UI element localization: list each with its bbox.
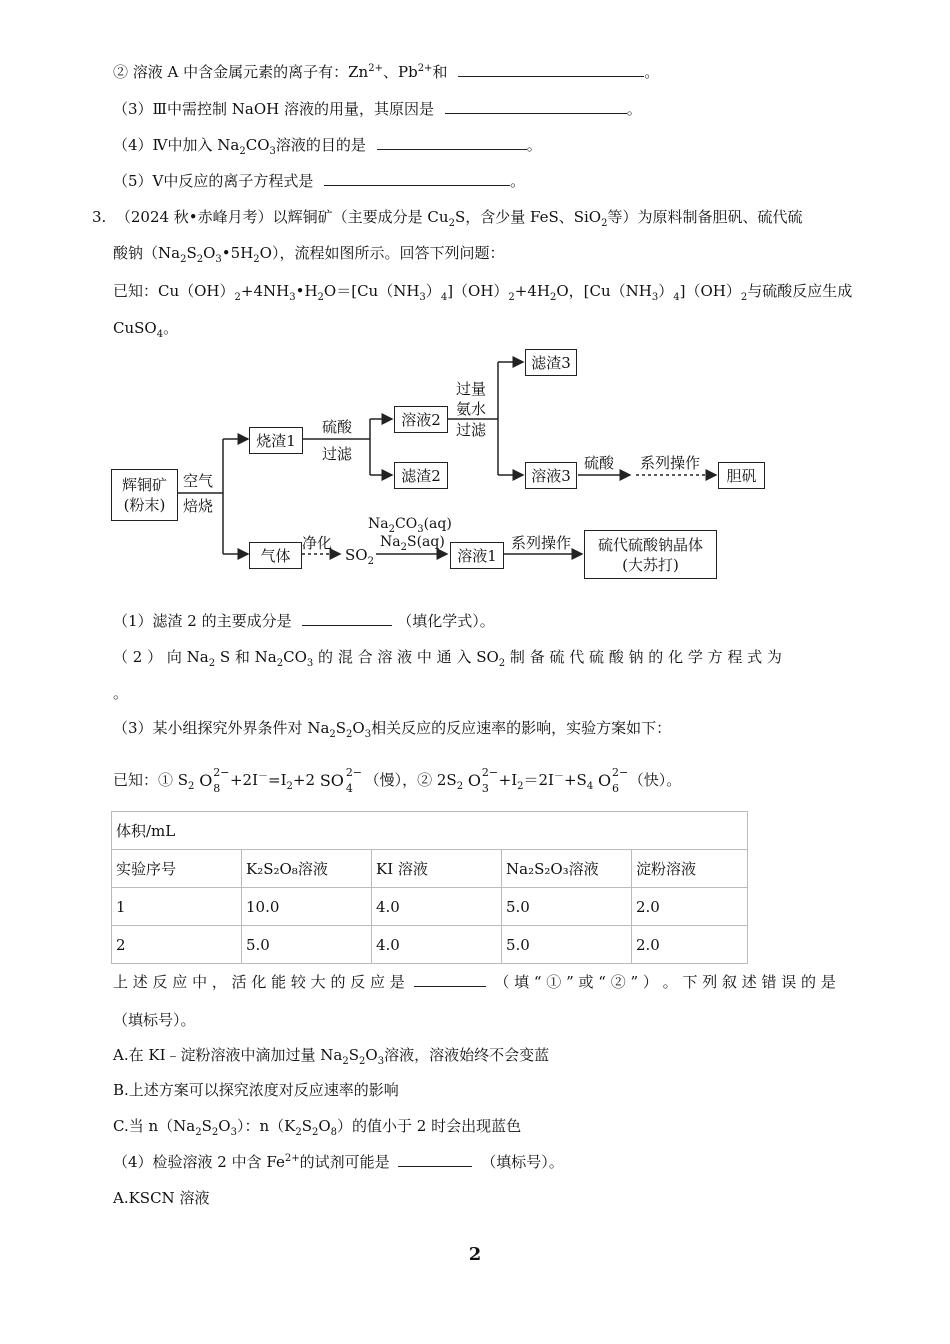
air-label: 空气 — [183, 472, 214, 490]
q5-line: （5）Ⅴ中反应的离子方程式是 。 — [113, 172, 526, 190]
series-operation-label-2: 系列操作 — [511, 534, 572, 552]
page-number: 2 — [468, 1244, 482, 1265]
known-equation-line2: CuSO$_4$。 — [113, 319, 179, 340]
table-row — [112, 926, 748, 964]
table-header: 淀粉溶液 — [632, 850, 748, 888]
gas-box: 气体 — [249, 542, 302, 569]
known-equation: 已知：$Cu(OH)_2+4NH_3•H_2O=[Cu(NH_3)_4](OH)_2+4H_2O$，$[Cu(NH_3)_4](OH)_2$与硫酸反应生成 — [113, 282, 853, 303]
solution2-box: 溶液2 — [394, 406, 448, 433]
purify-label: 净化 — [302, 534, 333, 552]
sulfuric-acid-label-2: 硫酸 — [584, 454, 615, 472]
ammonia-label: 氨水 — [456, 400, 487, 418]
process-flowchart — [0, 0, 950, 600]
subq-2-end: 。 — [113, 684, 129, 702]
table-header: K₂S₂O₈溶液 — [242, 850, 372, 888]
table-header-row — [112, 850, 748, 888]
question-3-line2: 酸钠$(Na_2S_2O_3•5H_2O)$，流程如图所示。回答下列问题： — [113, 244, 505, 265]
table-cell: 10.0 — [242, 888, 372, 926]
table-cell: 2.0 — [632, 926, 748, 964]
q3-line: （3）Ⅲ中需控制 NaOH 溶液的用量，其原因是 。 — [113, 100, 642, 118]
subq-4: （4）检验溶液 2 中含 $Fe^{2+}$的试剂可能是 （填标号）。 — [113, 1153, 564, 1171]
reagent-na2co3-label: $Na_2CO_3(aq)$ — [368, 516, 452, 535]
activation-energy-question: 上 述 反 应 中 ， 活 化 能 较 大 的 反 应 是 （ 填 “ ① ” 或 “ ② ” ） 。 下 列 叙 述 错 误 的 是 — [113, 973, 836, 991]
option-a-kscn: A.KSCN 溶液 — [113, 1189, 210, 1207]
option-a: A.在 KI﹣淀粉溶液中滴加过量 $Na_2S_2O_3$溶液，溶液始终不会变蓝 — [113, 1046, 550, 1067]
table-cell: 4.0 — [372, 926, 502, 964]
table-header: 实验序号 — [112, 850, 242, 888]
answer-blank[interactable] — [398, 1152, 472, 1167]
subq-1: （1）滤渣 2 的主要成分是 （填化学式）。 — [113, 612, 495, 630]
experiment-table — [111, 811, 748, 964]
answer-blank[interactable] — [414, 972, 486, 987]
subq-2: （ 2 ） 向 $Na_2$ S 和 $Na_2CO_3$ 的 混 合 溶 液 中 通 入 $SO_2$ 制 备 硫 代 硫 酸 钠 的 化 学 方 程 式 为 — [113, 648, 782, 669]
answer-blank[interactable] — [302, 611, 392, 626]
so2-label: $SO_2$ — [345, 546, 374, 567]
table-title: 体积/mL — [112, 812, 748, 850]
slag3-box: 滤渣3 — [525, 349, 577, 376]
table-cell: 5.0 — [502, 926, 632, 964]
blue-vitriol-box: 胆矾 — [718, 462, 765, 489]
table-cell: 1 — [112, 888, 242, 926]
table-title-row — [112, 812, 748, 850]
slag2-box: 滤渣2 — [394, 462, 448, 489]
tetrathionate-ion: O 2− 6 — [598, 766, 629, 795]
table-cell: 4.0 — [372, 888, 502, 926]
sulfuric-acid-label-1: 硫酸 — [322, 418, 353, 436]
ore-box: 辉铜矿 (粉末) — [111, 469, 178, 521]
table-cell: 5.0 — [242, 926, 372, 964]
table-cell: 2.0 — [632, 888, 748, 926]
q4-line: （4）Ⅳ中加入 $Na_2CO_3$溶液的目的是 。 — [113, 136, 542, 157]
sulfate-ion: SO 2− 4 — [319, 766, 363, 795]
table-row — [112, 888, 748, 926]
known-reactions: 已知：① $S_2$ O 2− 8 $+2I^-=I_2+2$ SO 2− 4 （慢），② $2S_2$ O 2− 3 $+I_2=2I^-+S_4$ O 2− 6 （快）。 — [113, 766, 682, 795]
q2-2-line: ② 溶液 A 中含金属元素的离子有：$Zn^{2+}$、$Pb^{2+}$和 。 — [113, 63, 660, 81]
reagent-na2s-label: $Na_2S(aq)$ — [380, 534, 445, 553]
filter-label-2: 过滤 — [456, 421, 487, 439]
excess-label: 过量 — [456, 380, 487, 398]
series-operation-label-1: 系列操作 — [640, 454, 701, 472]
solution1-box: 溶液1 — [450, 542, 504, 569]
table-cell: 5.0 — [502, 888, 632, 926]
option-b: B.上述方案可以探究浓度对反应速率的影响 — [113, 1081, 399, 1099]
thiosulfate-ion: O 2− 3 — [467, 766, 499, 795]
filter-label-1: 过滤 — [322, 445, 353, 463]
solution3-box: 溶液3 — [525, 462, 577, 489]
fill-label-line: （填标号）。 — [113, 1011, 196, 1029]
peroxodisulfate-ion: O 2− 8 — [199, 766, 230, 795]
table-cell: 2 — [112, 926, 242, 964]
table-header: Na₂S₂O₃溶液 — [502, 850, 632, 888]
table-header: KI 溶液 — [372, 850, 502, 888]
option-c: C.当 $n(Na_2S_2O_3)$：$n(K_2S_2O_8)$的值小于 2 时会出现蓝色 — [113, 1117, 522, 1138]
slag1-box: 烧渣1 — [249, 427, 303, 454]
sodium-thiosulfate-box: 硫代硫酸钠晶体 (大苏打) — [584, 530, 717, 579]
question-3-header: 3. （2024 秋•赤峰月考）以辉铜矿（主要成分是 $Cu_2S$，含少量 FeS、SiO$_2$等）为原料制备胆矾、硫代硫 — [92, 208, 803, 229]
roast-label: 焙烧 — [183, 497, 214, 515]
subq-3: （3）某小组探究外界条件对 $Na_2S_2O_3$相关反应的反应速率的影响，实验方案如下： — [113, 719, 672, 740]
